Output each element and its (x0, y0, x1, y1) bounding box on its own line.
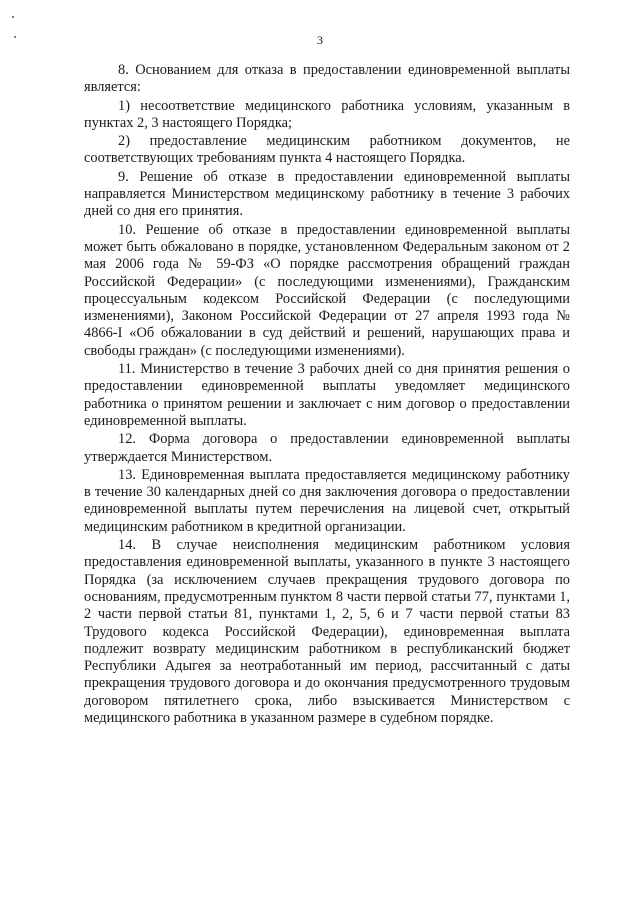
document-body (84, 62, 570, 727)
paragraph-9: 9. Решение об отказе в предоставлении единовременной выплаты направляется Министерством медицинскому работнику в течение 3 рабочих дней со дня его принятия. (84, 168, 570, 220)
paragraph-13: 13. Единовременная выплата предоставляется медицинскому работнику в течение 30 календарных дней со дня заключения договора о предоставлении единовременной выплаты путем перечисления на лицевой счет, открытый медицинским работником в кредитной организации. (84, 466, 570, 535)
paragraph-8: 8. Основанием для отказа в предоставлении единовременной выплаты является: (84, 62, 570, 96)
paragraph-10: 10. Решение об отказе в предоставлении единовременной выплаты может быть обжаловано в порядке, установленном Федеральным законом от 2 мая 2006 года № 59-ФЗ «О порядке рассмотрения обращений граждан Российской Федерации» (с последующими изменениями), Гражданским процессуальным кодексом Российской Федерации (с последующими изменениями), Законом Российской Федерации от 27 апреля 1993 года № 4866-I «Об обжаловании в суд действий и решений, нарушающих права и свободы граждан» (с последующими изменениями). (84, 221, 570, 359)
paragraph-14: 14. В случае неисполнения медицинским работником условия предоставления единовременной выплаты, указанного в пункте 3 настоящего Порядка (за исключением случаев прекращения трудового договора по основаниям, предусмотренным пунктом 8 части первой статьи 77, пунктами 1, 2 части первой статьи 81, пунктами 1, 2, 5, 6 и 7 части первой статьи 83 Трудового кодекса Российской Федерации), единовременная выплата подлежит возврату медицинским работником в республиканский бюджет Республики Адыгея за неотработанный им период, рассчитанный с даты прекращения трудового договора и до окончания предусмотренного трудовым договором пятилетнего срока, либо взыскивается Министерством с медицинского работника в указанном размере в судебном порядке. (84, 537, 570, 726)
paragraph-12: 12. Форма договора о предоставлении единовременной выплаты утверждается Министерством. (84, 431, 570, 465)
paragraph-8-item-1: 1) несоответствие медицинского работника условиям, указанным в пунктах 2, 3 настоящего Порядка; (84, 97, 570, 131)
paragraph-11: 11. Министерство в течение 3 рабочих дней со дня принятия решения о предоставлении единовременной выплаты уведомляет медицинского работника о принятом решении и заключает с ним договор о предоставлении единовременной выплаты. (84, 361, 570, 429)
page-number: 3 (317, 33, 323, 47)
paragraph-8-item-2: 2) предоставление медицинским работником документов, не соответствующих требованиям пункта 4 настоящего Порядка. (84, 133, 570, 167)
scan-speck (12, 16, 14, 18)
